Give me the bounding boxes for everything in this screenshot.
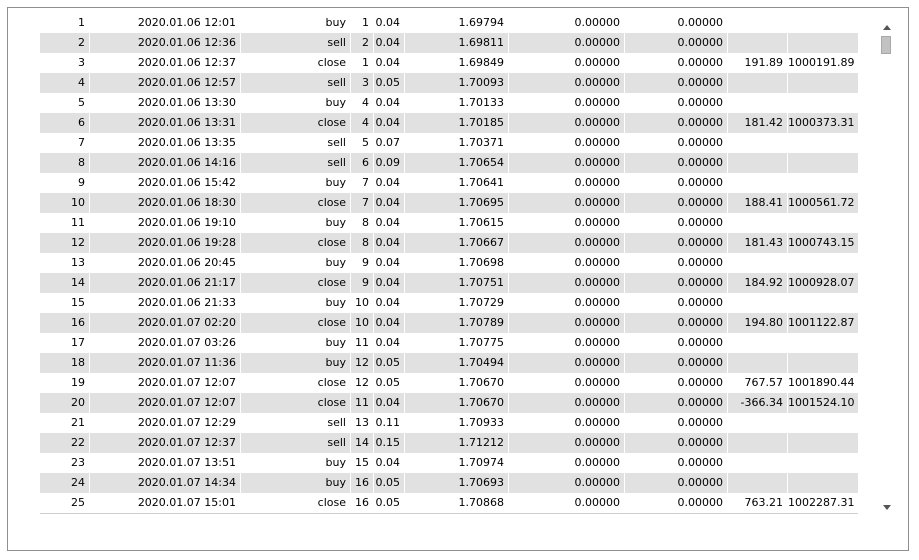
cell-profit: 763.21 — [728, 493, 788, 513]
cell-row-number: 3 — [40, 53, 90, 73]
cell-balance — [788, 333, 858, 353]
cell-time: 2020.01.06 21:17 — [90, 273, 241, 293]
cell-time: 2020.01.07 15:01 — [90, 493, 241, 513]
cell-volume: 0.05 — [374, 493, 405, 513]
cell-time: 2020.01.06 20:45 — [90, 253, 241, 273]
cell-time: 2020.01.07 13:51 — [90, 453, 241, 473]
table-row[interactable] — [40, 413, 858, 433]
cell-sl: 0.00000 — [509, 73, 625, 93]
cell-volume: 0.04 — [374, 13, 405, 33]
cell-price: 1.70133 — [405, 93, 509, 113]
cell-tp: 0.00000 — [625, 233, 728, 253]
cell-type: buy — [241, 353, 351, 373]
cell-sl: 0.00000 — [509, 233, 625, 253]
cell-type: close — [241, 393, 351, 413]
cell-balance — [788, 93, 858, 113]
cell-time: 2020.01.06 15:42 — [90, 173, 241, 193]
cell-volume: 0.04 — [374, 33, 405, 53]
table-row[interactable] — [40, 273, 858, 293]
cell-order: 3 — [351, 73, 374, 93]
cell-sl: 0.00000 — [509, 213, 625, 233]
cell-sl: 0.00000 — [509, 93, 625, 113]
cell-row-number: 17 — [40, 333, 90, 353]
cell-time: 2020.01.07 12:29 — [90, 413, 241, 433]
cell-type: buy — [241, 173, 351, 193]
cell-order: 9 — [351, 253, 374, 273]
cell-price: 1.70695 — [405, 193, 509, 213]
cell-sl: 0.00000 — [509, 393, 625, 413]
cell-volume: 0.04 — [374, 393, 405, 413]
cell-profit — [728, 93, 788, 113]
cell-volume: 0.05 — [374, 473, 405, 493]
cell-row-number: 8 — [40, 153, 90, 173]
cell-sl: 0.00000 — [509, 493, 625, 513]
cell-row-number: 5 — [40, 93, 90, 113]
table-row[interactable] — [40, 193, 858, 213]
cell-balance — [788, 73, 858, 93]
cell-sl: 0.00000 — [509, 353, 625, 373]
cell-sl: 0.00000 — [509, 133, 625, 153]
cell-time: 2020.01.06 14:16 — [90, 153, 241, 173]
cell-sl: 0.00000 — [509, 53, 625, 73]
cell-tp: 0.00000 — [625, 493, 728, 513]
table-row[interactable] — [40, 53, 858, 73]
cell-profit — [728, 293, 788, 313]
cell-price: 1.70789 — [405, 313, 509, 333]
table-row[interactable] — [40, 473, 858, 493]
cell-sl: 0.00000 — [509, 413, 625, 433]
cell-order: 11 — [351, 333, 374, 353]
cell-price: 1.70185 — [405, 113, 509, 133]
cell-row-number: 1 — [40, 13, 90, 33]
cell-tp: 0.00000 — [625, 353, 728, 373]
cell-price: 1.70667 — [405, 233, 509, 253]
table-row[interactable] — [40, 153, 858, 173]
cell-time: 2020.01.06 19:28 — [90, 233, 241, 253]
cell-balance: 1000743.15 — [788, 236, 855, 249]
cell-row-number: 9 — [40, 173, 90, 193]
cell-price: 1.70933 — [405, 413, 509, 433]
cell-tp: 0.00000 — [625, 53, 728, 73]
cell-row-number: 6 — [40, 113, 90, 133]
cell-profit — [728, 33, 788, 53]
cell-type: close — [241, 53, 351, 73]
cell-balance — [788, 153, 858, 173]
triangle-down-icon — [883, 505, 891, 510]
cell-balance — [788, 293, 858, 313]
cell-time: 2020.01.06 12:36 — [90, 33, 241, 53]
cell-tp: 0.00000 — [625, 313, 728, 333]
cell-row-number: 10 — [40, 193, 90, 213]
cell-balance — [788, 253, 858, 273]
table-row[interactable] — [40, 353, 858, 373]
cell-order: 7 — [351, 173, 374, 193]
results-table — [40, 13, 858, 514]
cell-balance: 1000928.07 — [788, 276, 855, 289]
cell-volume: 0.04 — [374, 313, 405, 333]
cell-tp: 0.00000 — [625, 173, 728, 193]
cell-price: 1.69794 — [405, 13, 509, 33]
cell-order: 16 — [351, 493, 374, 513]
cell-order: 8 — [351, 233, 374, 253]
cell-row-number: 25 — [40, 493, 90, 513]
cell-sl: 0.00000 — [509, 273, 625, 293]
cell-price: 1.70670 — [405, 393, 509, 413]
table-row[interactable] — [40, 333, 858, 353]
cell-volume: 0.04 — [374, 293, 405, 313]
table-row[interactable] — [40, 393, 858, 413]
cell-time: 2020.01.06 18:30 — [90, 193, 241, 213]
table-row[interactable] — [40, 313, 858, 333]
cell-price: 1.71212 — [405, 433, 509, 453]
cell-type: close — [241, 313, 351, 333]
results-window — [7, 7, 909, 551]
cell-time: 2020.01.07 02:20 — [90, 313, 241, 333]
cell-profit: 181.42 — [728, 113, 788, 133]
cell-balance: 1000191.89 — [788, 56, 855, 69]
cell-type: buy — [241, 13, 351, 33]
cell-sl: 0.00000 — [509, 373, 625, 393]
cell-type: sell — [241, 73, 351, 93]
cell-price: 1.70698 — [405, 253, 509, 273]
cell-profit: -366.34 — [728, 393, 788, 413]
cell-sl: 0.00000 — [509, 153, 625, 173]
cell-type: close — [241, 373, 351, 393]
cell-tp: 0.00000 — [625, 93, 728, 113]
cell-balance: 1001524.10 — [788, 396, 855, 409]
cell-time: 2020.01.06 12:37 — [90, 53, 241, 73]
scroll-down-button[interactable] — [878, 499, 895, 515]
table-row[interactable] — [40, 233, 858, 253]
cell-volume: 0.04 — [374, 173, 405, 193]
cell-profit — [728, 153, 788, 173]
cell-balance — [788, 413, 858, 433]
cell-tp: 0.00000 — [625, 33, 728, 53]
cell-price: 1.70751 — [405, 273, 509, 293]
cell-time: 2020.01.06 12:57 — [90, 73, 241, 93]
cell-tp: 0.00000 — [625, 253, 728, 273]
cell-balance — [788, 133, 858, 153]
cell-tp: 0.00000 — [625, 413, 728, 433]
cell-sl: 0.00000 — [509, 193, 625, 213]
cell-time: 2020.01.06 21:33 — [90, 293, 241, 313]
cell-tp: 0.00000 — [625, 153, 728, 173]
cell-balance — [788, 433, 858, 453]
cell-volume: 0.04 — [374, 53, 405, 73]
cell-price: 1.70729 — [405, 293, 509, 313]
cell-balance — [788, 213, 858, 233]
cell-volume: 0.04 — [374, 233, 405, 253]
cell-type: close — [241, 273, 351, 293]
cell-order: 13 — [351, 413, 374, 433]
cell-profit — [728, 73, 788, 93]
cell-price: 1.70494 — [405, 353, 509, 373]
table-row[interactable] — [40, 93, 858, 113]
cell-time: 2020.01.07 12:07 — [90, 393, 241, 413]
cell-row-number: 15 — [40, 293, 90, 313]
cell-time: 2020.01.06 13:31 — [90, 113, 241, 133]
cell-sl: 0.00000 — [509, 253, 625, 273]
cell-volume: 0.05 — [374, 353, 405, 373]
scroll-up-button[interactable] — [878, 19, 895, 35]
cell-row-number: 14 — [40, 273, 90, 293]
cell-profit — [728, 433, 788, 453]
cell-tp: 0.00000 — [625, 113, 728, 133]
cell-order: 1 — [351, 53, 374, 73]
cell-time: 2020.01.07 12:37 — [90, 433, 241, 453]
cell-balance — [788, 353, 858, 373]
table-row[interactable] — [40, 453, 858, 473]
table-bottom-border — [40, 513, 858, 514]
table-row[interactable] — [40, 253, 858, 273]
cell-tp: 0.00000 — [625, 433, 728, 453]
cell-type: buy — [241, 213, 351, 233]
cell-tp: 0.00000 — [625, 13, 728, 33]
cell-order: 15 — [351, 453, 374, 473]
cell-sl: 0.00000 — [509, 13, 625, 33]
table-row[interactable] — [40, 113, 858, 133]
cell-type: sell — [241, 33, 351, 53]
cell-sl: 0.00000 — [509, 433, 625, 453]
table-row[interactable] — [40, 73, 858, 93]
cell-tp: 0.00000 — [625, 453, 728, 473]
cell-time: 2020.01.06 13:30 — [90, 93, 241, 113]
cell-volume: 0.04 — [374, 453, 405, 473]
cell-price: 1.70670 — [405, 373, 509, 393]
cell-row-number: 16 — [40, 313, 90, 333]
cell-volume: 0.15 — [374, 433, 405, 453]
cell-volume: 0.04 — [374, 93, 405, 113]
cell-volume: 0.04 — [374, 253, 405, 273]
cell-row-number: 22 — [40, 433, 90, 453]
cell-price: 1.70654 — [405, 153, 509, 173]
cell-profit — [728, 333, 788, 353]
cell-sl: 0.00000 — [509, 33, 625, 53]
cell-profit — [728, 133, 788, 153]
cell-sl: 0.00000 — [509, 453, 625, 473]
cell-balance: 1001890.44 — [788, 376, 855, 389]
cell-volume: 0.04 — [374, 193, 405, 213]
cell-volume: 0.04 — [374, 273, 405, 293]
cell-order: 6 — [351, 153, 374, 173]
cell-volume: 0.09 — [374, 153, 405, 173]
cell-balance — [788, 13, 858, 33]
cell-time: 2020.01.07 11:36 — [90, 353, 241, 373]
cell-type: close — [241, 193, 351, 213]
table-row[interactable] — [40, 213, 858, 233]
cell-tp: 0.00000 — [625, 393, 728, 413]
cell-balance: 1000561.72 — [788, 196, 855, 209]
cell-order: 9 — [351, 273, 374, 293]
cell-profit: 184.92 — [728, 273, 788, 293]
cell-sl: 0.00000 — [509, 293, 625, 313]
cell-tp: 0.00000 — [625, 133, 728, 153]
table-row[interactable] — [40, 13, 858, 33]
table-row[interactable] — [40, 373, 858, 393]
cell-tp: 0.00000 — [625, 473, 728, 493]
cell-row-number: 23 — [40, 453, 90, 473]
cell-profit: 767.57 — [728, 373, 788, 393]
cell-sl: 0.00000 — [509, 173, 625, 193]
cell-row-number: 11 — [40, 213, 90, 233]
cell-sl: 0.00000 — [509, 313, 625, 333]
cell-row-number: 12 — [40, 233, 90, 253]
cell-order: 2 — [351, 33, 374, 53]
cell-order: 12 — [351, 353, 374, 373]
cell-tp: 0.00000 — [625, 273, 728, 293]
cell-profit: 188.41 — [728, 193, 788, 213]
cell-balance: 1000373.31 — [788, 116, 855, 129]
cell-profit — [728, 413, 788, 433]
cell-price: 1.70641 — [405, 173, 509, 193]
cell-profit — [728, 253, 788, 273]
cell-tp: 0.00000 — [625, 73, 728, 93]
cell-row-number: 2 — [40, 33, 90, 53]
cell-volume: 0.11 — [374, 413, 405, 433]
cell-type: sell — [241, 413, 351, 433]
cell-tp: 0.00000 — [625, 293, 728, 313]
triangle-up-icon — [883, 25, 891, 30]
cell-order: 7 — [351, 193, 374, 213]
cell-type: sell — [241, 433, 351, 453]
cell-row-number: 21 — [40, 413, 90, 433]
cell-price: 1.70775 — [405, 333, 509, 353]
cell-row-number: 7 — [40, 133, 90, 153]
table-row[interactable] — [40, 173, 858, 193]
cell-type: sell — [241, 133, 351, 153]
cell-tp: 0.00000 — [625, 333, 728, 353]
cell-order: 1 — [351, 13, 374, 33]
cell-price: 1.70093 — [405, 73, 509, 93]
cell-order: 5 — [351, 133, 374, 153]
cell-order: 10 — [351, 293, 374, 313]
cell-row-number: 4 — [40, 73, 90, 93]
cell-sl: 0.00000 — [509, 473, 625, 493]
cell-price: 1.70974 — [405, 453, 509, 473]
cell-tp: 0.00000 — [625, 193, 728, 213]
cell-profit: 191.89 — [728, 53, 788, 73]
vertical-scrollbar[interactable] — [878, 13, 895, 513]
cell-order: 10 — [351, 313, 374, 333]
cell-profit — [728, 353, 788, 373]
cell-balance — [788, 173, 858, 193]
cell-type: close — [241, 233, 351, 253]
cell-time: 2020.01.07 14:34 — [90, 473, 241, 493]
cell-balance — [788, 473, 858, 493]
cell-type: buy — [241, 333, 351, 353]
cell-price: 1.70371 — [405, 133, 509, 153]
cell-price: 1.69849 — [405, 53, 509, 73]
table-row[interactable] — [40, 293, 858, 313]
cell-profit — [728, 13, 788, 33]
cell-row-number: 18 — [40, 353, 90, 373]
cell-type: close — [241, 113, 351, 133]
cell-order: 14 — [351, 433, 374, 453]
cell-volume: 0.04 — [374, 213, 405, 233]
cell-time: 2020.01.06 19:10 — [90, 213, 241, 233]
cell-price: 1.70693 — [405, 473, 509, 493]
cell-type: buy — [241, 253, 351, 273]
cell-profit — [728, 453, 788, 473]
cell-volume: 0.04 — [374, 113, 405, 133]
cell-sl: 0.00000 — [509, 113, 625, 133]
cell-price: 1.70615 — [405, 213, 509, 233]
cell-row-number: 13 — [40, 253, 90, 273]
cell-sl: 0.00000 — [509, 333, 625, 353]
cell-balance: 1002287.31 — [788, 496, 855, 509]
cell-order: 11 — [351, 393, 374, 413]
cell-volume: 0.07 — [374, 133, 405, 153]
cell-type: close — [241, 493, 351, 513]
table-row[interactable] — [40, 133, 858, 153]
cell-tp: 0.00000 — [625, 373, 728, 393]
cell-type: buy — [241, 93, 351, 113]
cell-volume: 0.05 — [374, 373, 405, 393]
cell-type: sell — [241, 153, 351, 173]
scroll-thumb[interactable] — [881, 36, 891, 54]
cell-profit: 194.80 — [728, 313, 788, 333]
cell-balance — [788, 453, 858, 473]
cell-row-number: 24 — [40, 473, 90, 493]
cell-time: 2020.01.06 13:35 — [90, 133, 241, 153]
cell-order: 4 — [351, 93, 374, 113]
cell-type: buy — [241, 453, 351, 473]
table-body — [40, 13, 858, 513]
cell-order: 16 — [351, 473, 374, 493]
cell-balance: 1001122.87 — [788, 316, 855, 329]
cell-time: 2020.01.06 12:01 — [90, 13, 241, 33]
cell-time: 2020.01.07 12:07 — [90, 373, 241, 393]
cell-order: 8 — [351, 213, 374, 233]
cell-profit — [728, 213, 788, 233]
cell-tp: 0.00000 — [625, 213, 728, 233]
cell-order: 4 — [351, 113, 374, 133]
cell-profit: 181.43 — [728, 233, 788, 253]
cell-profit — [728, 473, 788, 493]
table-row[interactable] — [40, 493, 858, 513]
cell-type: buy — [241, 293, 351, 313]
cell-row-number: 19 — [40, 373, 90, 393]
cell-volume: 0.04 — [374, 333, 405, 353]
cell-price: 1.69811 — [405, 33, 509, 53]
cell-volume: 0.05 — [374, 73, 405, 93]
cell-price: 1.70868 — [405, 493, 509, 513]
cell-profit — [728, 173, 788, 193]
cell-row-number: 20 — [40, 393, 90, 413]
table-row[interactable] — [40, 33, 858, 53]
cell-balance — [788, 33, 858, 53]
cell-order: 12 — [351, 373, 374, 393]
cell-time: 2020.01.07 03:26 — [90, 333, 241, 353]
table-row[interactable] — [40, 433, 858, 453]
cell-type: buy — [241, 473, 351, 493]
